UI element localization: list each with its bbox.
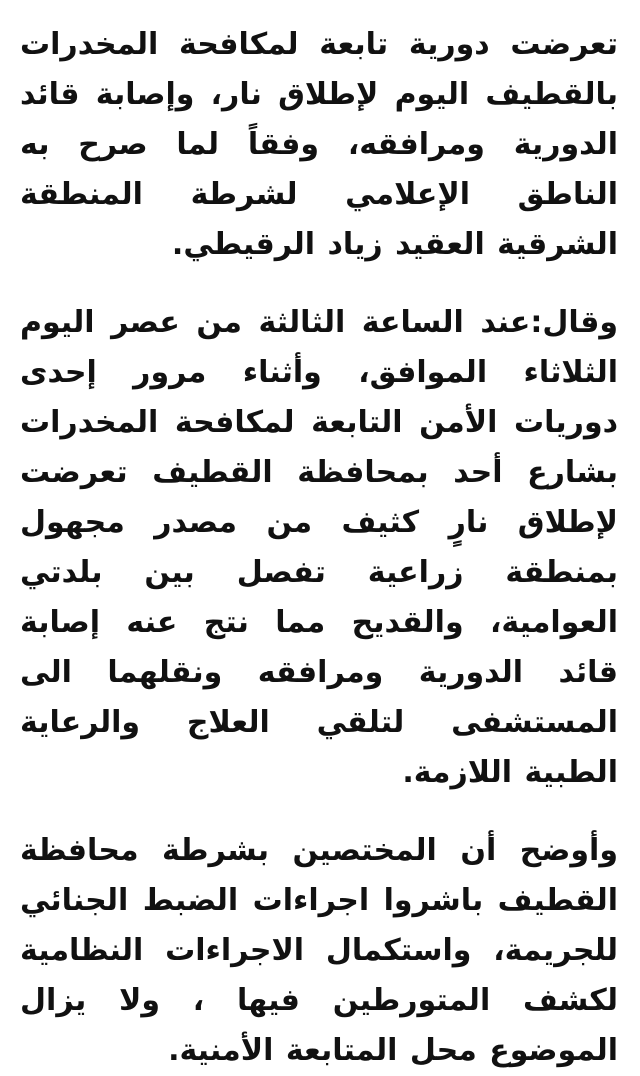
paragraph-3: وأوضح أن المختصين بشرطة محافظة القطيف باشروا اجراءات الضبط الجنائي للجريمة، واستكمال الاجراءات النظامية لكشف المتورطين فيها ، ولا يزال الموضوع محل المتابعة الأمنية. [20,833,618,1068]
paragraph-1: تعرضت دورية تابعة لمكافحة المخدرات بالقطيف اليوم لإطلاق نار، وإصابة قائد الدورية ومرافقه، وفقاً لما صرح به الناطق الإعلامي لشرطة المنطقة الشرقية العقيد زياد الرقيطي. [20,27,618,262]
paragraph-2: وقال:عند الساعة الثالثة من عصر اليوم الثلاثاء الموافق، وأثناء مرور إحدى دوريات الأمن التابعة لمكافحة المخدرات بشارع أحد بمحافظة القطيف تعرضت لإطلاق نارٍ كثيف من مصدر مجهول بمنطقة زراعية تفصل بين بلدتي العوامية، والقديح مما نتج عنه إصابة قائد الدورية ومرافقه ونقلهما الى المستشفى لتلقي العلاج والرعاية الطبية اللازمة. [20,305,618,790]
